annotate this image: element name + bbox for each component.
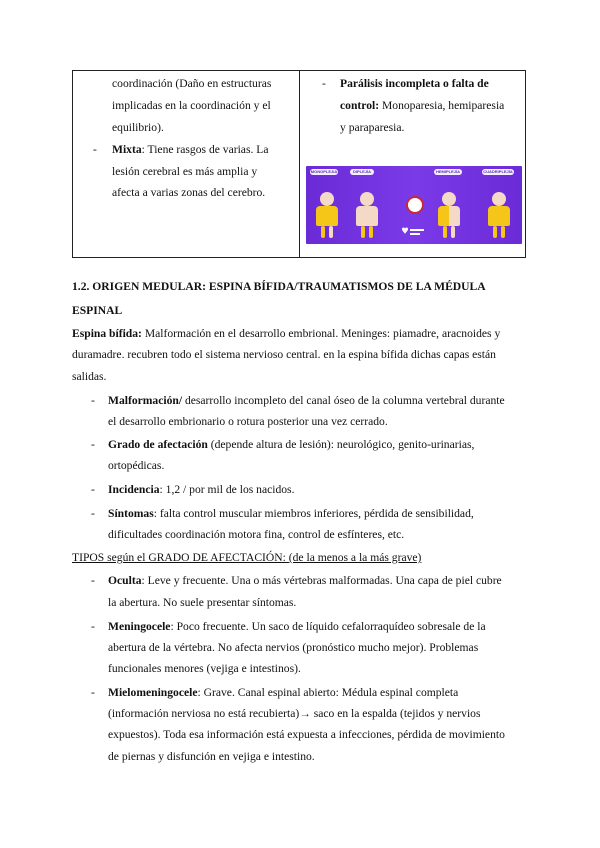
list-item-text: desarrollo incompleto del canal óseo de la columna vertebral durante xyxy=(182,394,505,407)
mixta-line: lesión cerebral es más amplia y xyxy=(112,165,258,178)
list-item-text: : Leve y frecuente. Una o más vértebras malformadas. Una capa de piel cubre xyxy=(141,574,502,587)
list-item-line: la abertura. No suele presentar síntomas. xyxy=(108,596,297,609)
list-item-label: Oculta xyxy=(108,574,142,587)
mixta-label: Mixta xyxy=(112,143,142,156)
paralysis-label-text: Parálisis incompleta o falta de xyxy=(340,77,489,90)
left-cell-line: coordinación (Daño en estructuras xyxy=(112,77,272,90)
intro-text: Malformación en el desarrollo embrional. Meninges: piamadre, aracnoides y xyxy=(141,327,501,340)
list-item xyxy=(108,483,294,496)
mixta-line xyxy=(112,142,269,158)
list-item-label: Grado de afectación xyxy=(108,438,208,451)
types-heading: TIPOS según el GRADO DE AFECTACIÓN: (de la menos a la más grave) xyxy=(72,551,422,564)
mixta-line: afecta a varias zonas del cerebro. xyxy=(112,186,266,199)
paralysis-label xyxy=(340,76,489,92)
left-cell-line: equilibrio). xyxy=(112,121,164,134)
list-item-line: dificultades coordinación motora fina, control de esfínteres, etc. xyxy=(108,528,405,541)
bullet-dash: - xyxy=(91,438,95,451)
list-item-label: Incidencia xyxy=(108,483,160,496)
list-item-label: Meningocele xyxy=(108,620,171,633)
paralysis-label-text: control: xyxy=(340,99,380,112)
bullet-dash: - xyxy=(91,394,95,407)
bullet-dash: - xyxy=(93,143,97,156)
list-item-line: ortopédicas. xyxy=(108,459,165,472)
intro-line: duramadre. recubren todo el sistema nervioso central. en la espina bífida dichas capas están xyxy=(72,348,496,361)
list-item-text: : falta control muscular miembros inferiores, pérdida de sensibilidad, xyxy=(153,507,474,520)
list-item-line: de piernas y disfunción en vejiga e intestino. xyxy=(108,750,315,763)
tag-monoplejia: MONOPLEJIA xyxy=(310,169,338,174)
list-item-line: el desarrollo embrionario o rotura posterior una vez cerrado. xyxy=(108,415,388,428)
tag-hemiplejia: HEMIPLEJÍA xyxy=(435,169,460,174)
list-item xyxy=(108,686,458,699)
tag-diplejia: DIPLEJÍA xyxy=(350,169,374,175)
seal-icon xyxy=(406,196,424,214)
list-item xyxy=(108,394,505,407)
paralysis-text: Monoparesia, hemiparesia xyxy=(379,99,505,112)
bullet-dash: - xyxy=(322,77,326,90)
intro-label: Espina bífida: xyxy=(72,327,142,340)
heart-logo-icon xyxy=(398,226,426,238)
bullet-dash: - xyxy=(91,620,95,633)
list-item-text: (depende altura de lesión): neurológico, genito-urinarias, xyxy=(207,438,475,451)
list-item xyxy=(108,507,474,520)
paralysis-types-illustration xyxy=(306,166,522,244)
section-heading: ESPINAL xyxy=(72,304,123,317)
list-item-line: expuestos). Toda esa información está expuesta a infecciones, pérdida de movimiento xyxy=(108,728,505,741)
list-item-label: Malformación/ xyxy=(108,394,183,407)
bullet-dash: - xyxy=(91,574,95,587)
intro-line: salidas. xyxy=(72,370,107,383)
list-item xyxy=(108,438,474,451)
mixta-text: : Tiene rasgos de varias. La xyxy=(141,143,269,156)
tag-cuadriplejia: CUADRIPLEJÍA xyxy=(483,169,513,174)
list-item-line: (información nerviosa no está recubierta)→ saco en la espalda (tejidos y nervios xyxy=(108,707,481,720)
bullet-dash: - xyxy=(91,483,95,496)
list-item-label: Mielomeningocele xyxy=(108,686,198,699)
left-cell-line: implicadas en la coordinación y el xyxy=(112,99,271,112)
section-heading: 1.2. ORIGEN MEDULAR: ESPINA BÍFIDA/TRAUMATISMOS DE LA MÉDULA xyxy=(72,280,486,293)
bullet-dash: - xyxy=(91,507,95,520)
list-item xyxy=(108,620,486,633)
list-item-line: abertura de la vértebra. No afecta nervios (pronóstico mucho mejor). Problemas xyxy=(108,641,479,654)
paralysis-line: y paraparesia. xyxy=(340,121,405,134)
list-item-text: : Grave. Canal espinal abierto: Médula espinal completa xyxy=(197,686,459,699)
bullet-dash: - xyxy=(91,686,95,699)
intro-line xyxy=(72,327,500,340)
list-item-label: Síntomas xyxy=(108,507,154,520)
list-item-line: funcionales menores (vejiga e intestinos). xyxy=(108,662,301,675)
list-item xyxy=(108,574,502,587)
list-item-text: : Poco frecuente. Un saco de líquido cefalorraquídeo sobresale de la xyxy=(170,620,486,633)
paralysis-line xyxy=(340,98,504,114)
list-item-text: : 1,2 / por mil de los nacidos. xyxy=(159,483,295,496)
